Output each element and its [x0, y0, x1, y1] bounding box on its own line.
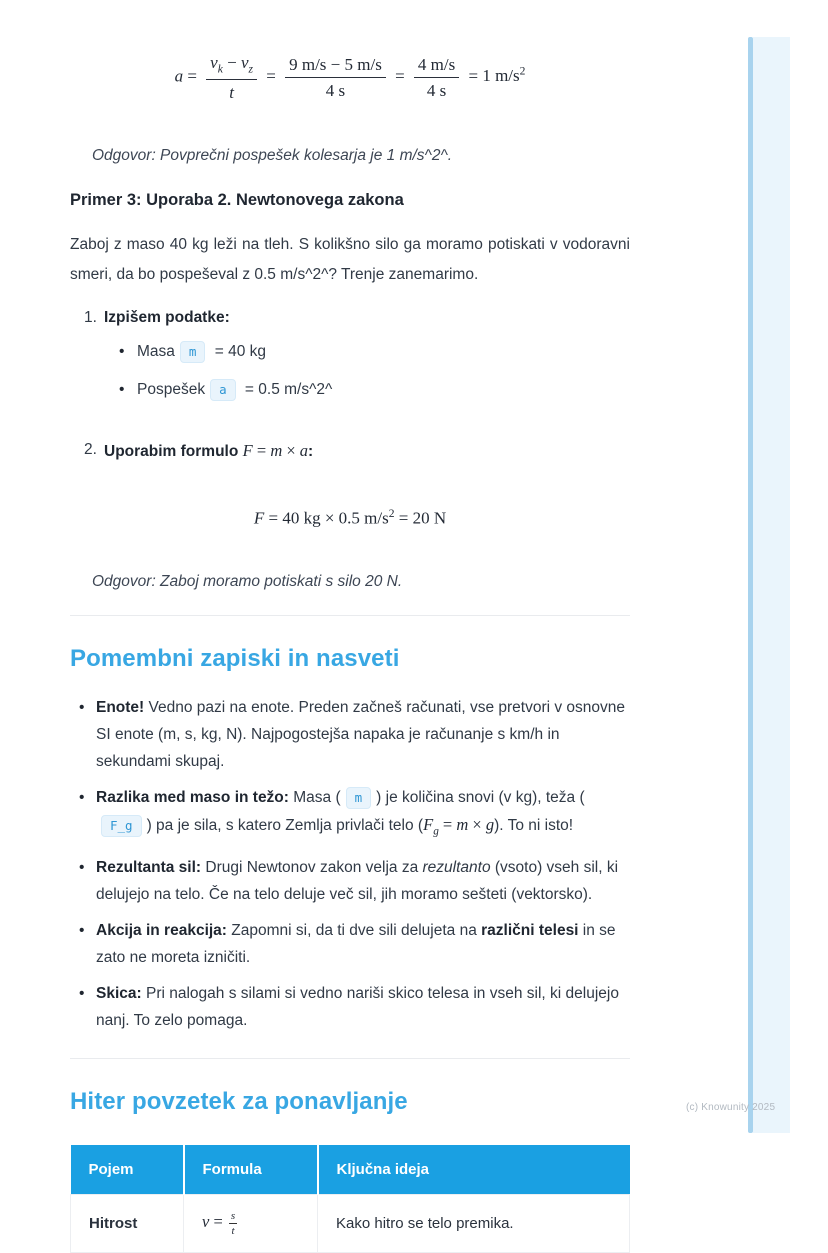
summary-heading: Hiter povzetek za ponavljanje: [70, 1088, 408, 1116]
notes-heading: Pomembni zapiski in nasveti: [70, 644, 400, 672]
cell-pojem: Hitrost: [89, 1215, 138, 1233]
step-2-label: Uporabim formulo: [104, 443, 239, 461]
math-var-v: v: [210, 53, 218, 72]
inline-formula-fg-mg: $F_g = m \times g$: [423, 814, 495, 838]
bullet-acceleration: • Pospešek a = 0.5 m/s^2^: [116, 377, 332, 402]
small-fraction-s-t: $\frac{s}{t}$: [230, 1210, 236, 1238]
equals-sign: =: [468, 66, 479, 86]
step-2: 2. Uporabim formulo F = m × a:: [84, 441, 314, 461]
table-header-row: [71, 1145, 630, 1195]
math-var-a: a: [174, 66, 184, 86]
solution-steps: [70, 309, 630, 461]
formula-acceleration: [70, 0, 630, 103]
table-row: [71, 1195, 630, 1253]
equals-sign: =: [187, 66, 197, 86]
formula-force: F = 40 kg × 0.5 $m/s^2 = 20$ N: [253, 507, 447, 528]
summary-table: [70, 1145, 630, 1253]
answer-force: Odgovor: Zaboj moramo potiskati s silo 20 N.: [92, 572, 403, 590]
superscript-2: 2: [519, 64, 526, 78]
document-content: [70, 0, 630, 1253]
equals-sign: =: [266, 66, 276, 86]
fraction-vk-vz-t: [206, 52, 257, 103]
scrollbar-track[interactable]: [753, 37, 790, 1133]
math-var-F: F: [253, 508, 265, 528]
cell-formula-v-st: v = $\frac{s}{t}$: [202, 1210, 236, 1238]
step-number: 1.: [84, 309, 97, 327]
bullet-mass: • Masa m = 40 kg: [116, 339, 332, 364]
step-1-label: Izpišem podatke:: [104, 309, 230, 327]
section-divider: [70, 615, 630, 616]
math-var-t: t: [229, 82, 234, 102]
fraction-numeric-2: $\frac{4 m/s}{4 s}$: [414, 54, 459, 102]
example3-problem: Zaboj z maso 40 kg leži na tleh. S kolikšno silo ga moramo potiskati v vodoravni smeri, da bo pospeševal z 0.5 m/s^2^? Trenje zanemarimo.: [70, 236, 630, 284]
example3-heading: Primer 3: Uporaba 2. Newtonovega zakona: [70, 191, 404, 210]
superscript-2: 2: [388, 507, 395, 521]
column-header-pojem: Pojem: [71, 1145, 184, 1195]
code-badge-Fg: F_g: [101, 815, 142, 837]
strong-razlicni-telesi: različni telesi: [481, 922, 579, 940]
step-1: [84, 309, 630, 415]
math-var-v: v: [240, 53, 249, 72]
answer-acceleration: Odgovor: Povprečni pospešek kolesarja je 1 m/s^2^.: [92, 147, 453, 165]
note-skica: • Skica: Pri nalogah s silami si vedno nariši skico telesa in vseh sil, ki delujejo nanj. To zelo pomaga.: [70, 980, 630, 1034]
formula-result: 1 $m/s^2$: [482, 64, 526, 86]
equals-sign: =: [395, 66, 405, 86]
emphasis-rezultanto: rezultanto: [422, 859, 491, 877]
column-header-formula: Formula: [184, 1145, 318, 1195]
cell-ideja: Kako hitro se telo premika.: [318, 1195, 630, 1253]
note-rezultanta: • Rezultanta sil: Drugi Newtonov zakon velja za rezultanto (vsoto) vseh sil, ki delujejo na telo. Če na telo deluje več sil, jih moramo sešteti (vektorsko).: [70, 854, 630, 908]
note-enote: • Enote! Vedno pazi na enote. Preden začneš računati, vse pretvori v osnovne SI enote (m, s, kg, N). Najpogostejša napaka je računanje s km/h in sekundami skupaj.: [70, 694, 630, 775]
scrollbar-thumb[interactable]: [748, 37, 753, 1133]
data-bullets: [116, 339, 332, 402]
math-sub-k: k: [217, 62, 223, 76]
inline-formula-f-ma: F = m × a: [242, 441, 309, 461]
section-divider: [70, 1058, 630, 1059]
code-badge-a: a: [210, 379, 236, 401]
notes-list: [70, 694, 630, 1034]
code-badge-m: m: [180, 341, 206, 363]
math-sub-z: z: [248, 62, 253, 76]
watermark: (c) Knowunity 2025: [686, 1102, 776, 1113]
code-badge-m: m: [346, 787, 372, 809]
note-akcija: • Akcija in reakcija: Zapomni si, da ti dve sili delujeta na različni telesi in se zato ne moreta izničiti.: [70, 917, 630, 971]
note-razlika: • Razlika med maso in težo: Masa ( m ) je količina snovi (v kg), teža (F_g ) pa je sila, s katero Zemlja privlači telo $(F_g = m \times g)$. To ni isto!: [70, 784, 630, 845]
fraction-numeric-1: $\frac{9 m/s - 5 m/s}{4 s}$: [285, 54, 386, 102]
step-number: 2.: [84, 441, 97, 459]
minus-sign: −: [222, 53, 241, 72]
column-header-ideja: Ključna ideja: [318, 1145, 630, 1195]
